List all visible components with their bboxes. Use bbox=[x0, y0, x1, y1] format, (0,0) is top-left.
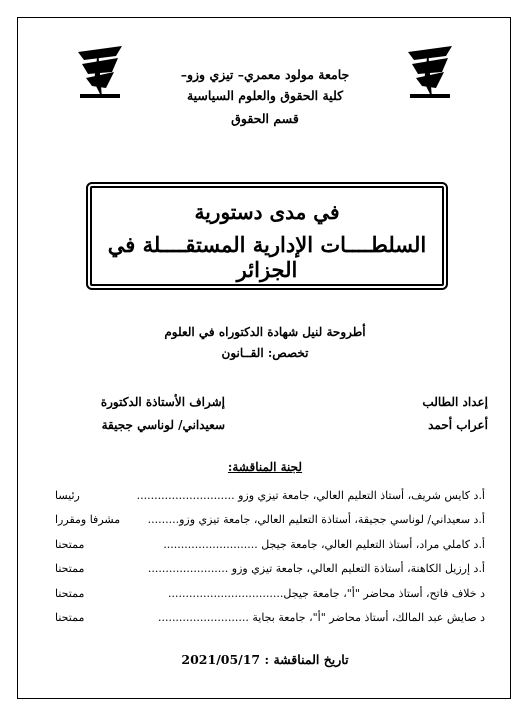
member-name: د خلاف فاتح، أستاذ محاضر "أ"، جامعة جيجل................................. bbox=[168, 587, 485, 600]
committee-member bbox=[55, 486, 485, 506]
member-role: ممتحنا bbox=[55, 562, 85, 575]
department-name: قسم الحقوق bbox=[231, 111, 299, 126]
member-role: ممتحنا bbox=[55, 538, 85, 551]
member-name: أ.د كاملي مراد، أستاذ التعليم العالي، جامعة جيجل ........................... bbox=[163, 538, 485, 551]
committee-member bbox=[55, 535, 485, 555]
member-name: أ.د إرزيل الكاهنة، أستاذة التعليم العالي، جامعة تيزي وزو ....................... bbox=[147, 562, 485, 575]
committee-member bbox=[55, 510, 485, 530]
degree-text: أطروحة لنيل شهادة الدكتوراه في العلوم bbox=[164, 325, 366, 339]
member-role: ممتحنا bbox=[55, 611, 85, 624]
specialty-text: تخصص: القــانون bbox=[221, 346, 309, 360]
member-name: د صايش عبد المالك، أستاذ محاضر "أ"، جامعة بجاية .......................... bbox=[157, 611, 485, 624]
university-logo-right bbox=[402, 42, 458, 102]
faculty-name: كلية الحقوق والعلوم السياسية bbox=[186, 88, 344, 103]
committee-member bbox=[55, 584, 485, 604]
defense-date: تاريخ المناقشة : 2021/05/17 bbox=[181, 652, 349, 667]
supervisor-name: سعيداني/ لوناسي ججيقة bbox=[101, 418, 225, 432]
member-role: مشرفا ومقررا bbox=[55, 513, 121, 526]
member-name: أ.د كايس شريف، أستاذ التعليم العالي، جامعة تيزي وزو ............................ bbox=[136, 489, 485, 502]
member-role: ممتحنا bbox=[55, 587, 85, 600]
member-role: رئيسا bbox=[55, 489, 80, 502]
prepared-by-label: إعداد الطالب bbox=[422, 395, 488, 409]
member-name: أ.د سعيداني/ لوناسي ججيقة، أستاذة التعليم العالي، جامعة تيزي وزو......... bbox=[147, 513, 485, 526]
thesis-title-line-2: السلطــــات الإدارية المستقــــلة في الجزائر bbox=[107, 232, 427, 282]
student-name: أعراب أحمد bbox=[428, 418, 488, 432]
committee-title: لجنة المناقشة: bbox=[227, 460, 303, 474]
university-logo-left bbox=[72, 42, 128, 102]
university-name: جامعة مولود معمري– تيزي وزو– bbox=[180, 67, 350, 82]
supervisor-label: إشراف الأستاذة الدكتورة bbox=[100, 395, 225, 409]
thesis-title-line-1: في مدى دستورية bbox=[194, 200, 340, 224]
committee-member bbox=[55, 608, 485, 628]
committee-member bbox=[55, 559, 485, 579]
